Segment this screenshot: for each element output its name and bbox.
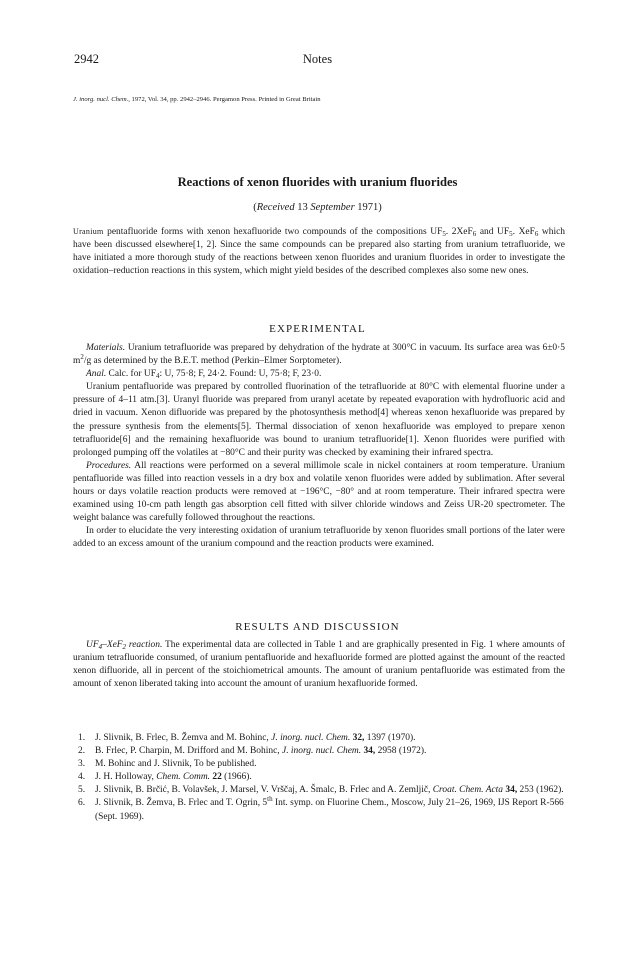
analysis-paragraph [73,368,565,381]
received-paren: ( [253,202,257,213]
reference-number: 5. [78,785,86,796]
anal-label: Anal. [86,369,107,380]
intro-lead-word: Uranium [73,227,104,236]
reference-list [78,732,566,824]
intro-sub-a: 5 [442,230,446,238]
reference-volume: 22 [210,772,222,783]
reference-journal: J. inorg. nucl. Chem. [282,746,362,757]
intro-text-2: . 2XeF [445,227,473,237]
reference-volume: 32, [350,733,365,743]
results-paragraph [73,639,565,691]
reference-authors: J. H. Holloway, [95,772,157,783]
intro-paragraph [73,225,565,278]
reference-volume: 34, [361,746,376,757]
received-label: Received [256,202,295,213]
reference-journal: J. inorg. nucl. Chem. [271,733,351,743]
reaction-sub-1: 4 [98,643,103,651]
anal-text-1: Calc. for UF [106,369,156,380]
procedures-text: All reactions were performed on a several millimole scale in nickel containers at room temperature. Uranium pentafluoride was filled into reaction vessels in a dry box and volatile xenon fluorides were added by sublimation. After several hours or days volatile reaction products were removed at −196°C, −80° and at room temperature. Their infrared spectra were examined using 10-cm path length gas absorption cell fitted with silver chloride windows and Zeiss UR-20 spectrometer. The weight balance was carefully followed throughout the reactions. [73,460,565,524]
article-title: Reactions of xenon fluorides with uranium fluorides [177,175,458,189]
intro-text-5: which have been discussed elsewhere[1, 2]. Since the same compounds can be prepared also starting from uranium tetrafluoride, we have initiated a more thorough study of the reactions between xenon fluorides and uranium fluorides in order to investigate the oxidation–reduction reactions in this system, which might yield besides of the described complexes also some new ones. [73,227,565,277]
reference-item [78,784,566,797]
reference-item [78,732,566,745]
materials-label: Materials. [86,343,126,353]
results-heading: RESULTS AND DISCUSSION [235,621,400,633]
materials-paragraph [73,342,565,368]
reaction-label-c: reaction. [126,640,163,650]
procedures-paragraph [73,460,565,525]
received-month: September [310,202,355,213]
journal-name: J. inorg. nucl. Chem. [73,96,129,103]
intro-sub-b: 6 [472,230,477,238]
results-section [73,639,565,691]
materials-text-2: /g as determined by the B.E.T. method (Perkin–Elmer Sorptometer). [83,356,342,367]
materials-sup: 2 [80,353,84,362]
anal-text-2: : U, 75·8; F, 24·2. Found: U, 75·8; F, 23·0. [159,369,322,380]
intro-sub-d: 6 [534,230,539,238]
reference-pages: 253 (1962). [517,785,564,796]
reference-item [78,771,566,784]
order-paragraph: In order to elucidate the very interesting oxidation of uranium tetrafluoride by xenon fluorides small portions of the later were added to an excess amount of the uranium compound and the reaction products were examined. [73,526,565,550]
reference-authors: B. Frlec, P. Charpin, M. Drifford and M. Bohinc, [95,746,282,757]
running-head [60,52,575,68]
reaction-label-b: –XeF [102,640,123,650]
reference-sup: th [267,795,273,804]
received-year: 1971) [354,202,382,213]
intro-text-3: and UF [476,227,510,237]
reference-number: 1. [78,733,86,743]
reference-journal: Croat. Chem. Acta [432,785,504,796]
reference-authors: J. Slivnik, B. Frlec, B. Žemva and M. Bohinc, [95,733,272,743]
intro-text-4: . XeF [512,227,535,237]
reference-number: 6. [78,798,86,809]
reference-pages: 1397 (1970). [364,733,416,743]
reaction-label-a: UF [86,640,99,650]
page-number: 2942 [74,52,99,66]
reference-number: 2. [78,746,86,757]
reference-details: Int. symp. on Fluorine Chem., Moscow, July 21–26, 1969, IJS Report R-566 (Sept. 1969). [95,798,564,822]
materials-text: Uranium tetrafluoride was prepared by dehydration of the hydrate at 300°C in vacuum. Its surface area was 6±0·5 m [73,343,565,367]
reference-pages: (1966). [221,772,252,783]
reference-authors: J. Slivnik, B. Žemva, B. Frlec and T. Ogrin, 5 [95,798,268,809]
reference-item [78,758,566,771]
reference-item [78,797,566,823]
reaction-sub-2: 2 [122,643,127,651]
uf5-paragraph: Uranium pentafluoride was prepared by controlled fluorination of the tetrafluoride at 80°C with elemental fluorine under a pressure of 4–11 atm.[3]. Uranyl fluoride was prepared from uranyl acetate by repeated evaporation with hydrofluoric acid and dried in vacuum. Xenon difluoride was prepared by the photosynthesis method[4] whereas xenon hexafluoride was prepared by the pressure synthesis from the elements[5]. Thermal dissociation of xenon hexafluoride was employed to prepare xenon tetrafluoride[6] and the remaining hexafluoride was bound to uranium tetrafluoride[1]. Xenon fluorides were purified with prolonged pumping off the volatiles at −80°C and their purity was checked by examining their infrared spectra. [73,382,565,458]
intro-text-1: pentafluoride forms with xenon hexafluoride two compounds of the compositions UF [103,227,443,237]
reference-journal: Chem. Comm. [156,772,211,783]
intro-sub-c: 5 [509,230,513,238]
reference-volume: 34, [503,785,518,796]
reference-authors: M. Bohinc and J. Slivnik, To be published. [95,759,257,770]
citation-details: , 1972, Vol. 34, pp. 2942–2946. Pergamon Press. Printed in Great Britain [128,96,321,103]
procedures-label: Procedures. [86,460,132,471]
section-name: Notes [302,52,333,66]
reaction-label [86,640,162,650]
reference-number: 4. [78,772,86,783]
reference-item [78,745,566,758]
reference-authors: J. Slivnik, B. Brčić, B. Volavšek, J. Marsel, V. Vrščaj, A. Šmalc, B. Frlec and A. Zemljič, [95,785,433,796]
experimental-section [73,342,565,552]
reference-number: 3. [78,759,86,770]
anal-sub: 4 [156,372,160,381]
reference-pages: 2958 (1972). [375,746,427,757]
journal-citation [73,96,321,103]
received-date [0,202,635,213]
received-day: 13 [294,202,311,213]
results-text: The experimental data are collected in Table 1 and are graphically presented in Fig. 1 where amounts of uranium tetrafluoride consumed, of uranium pentafluoride and hexafluoride formed are plotted against the amount of the reacted xenon difluoride, all in percent of the stoichiometrical amounts. The amount of uranium pentafluoride was estimated from the amount of xenon liberated taking into account the amount of uranium hexafluoride formed. [73,640,565,690]
experimental-heading: EXPERIMENTAL [269,323,366,335]
